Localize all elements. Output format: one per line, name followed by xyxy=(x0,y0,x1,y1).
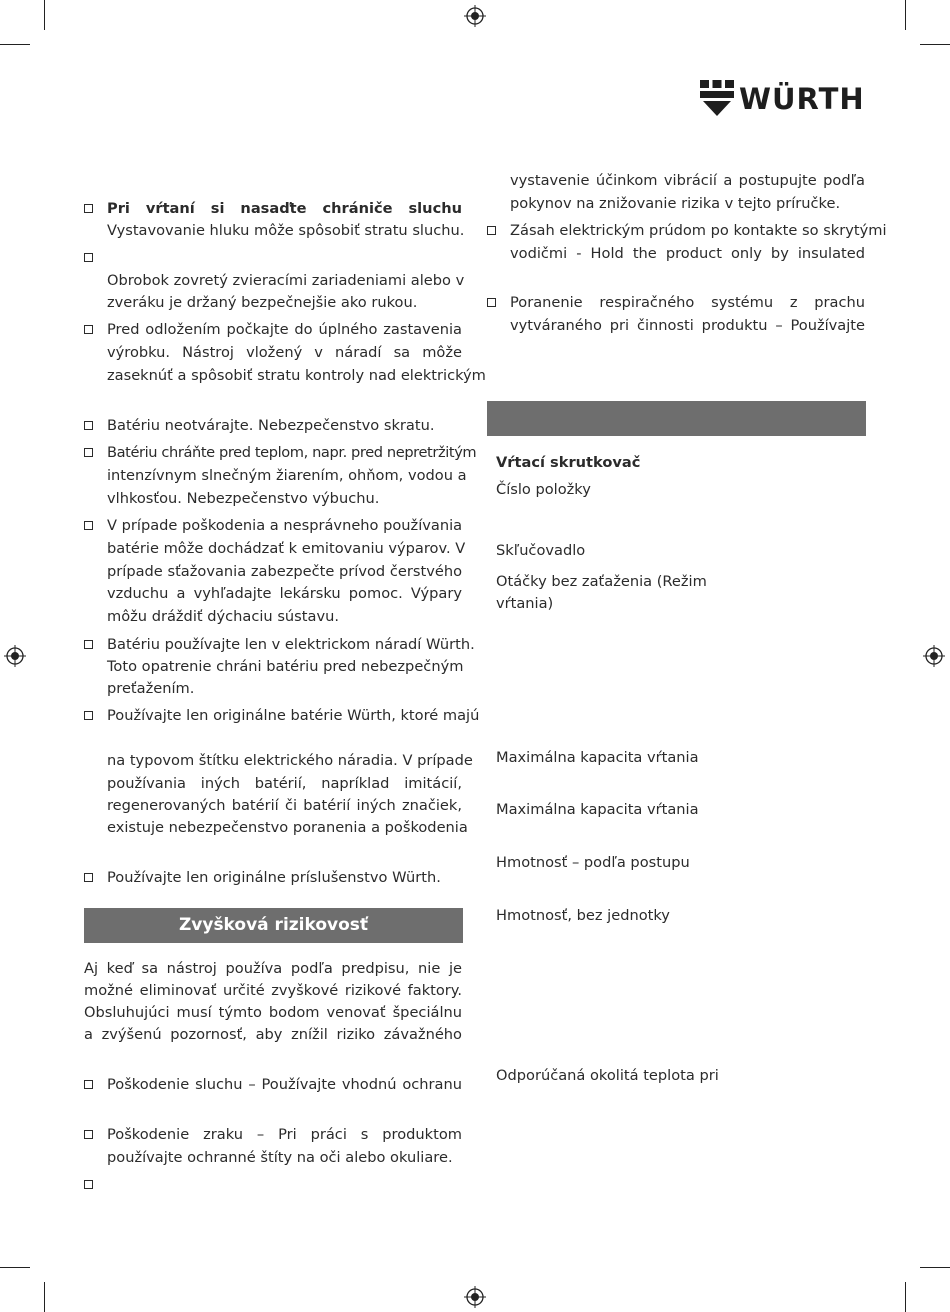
crop-mark xyxy=(920,44,950,45)
bullet-text: Batériu neotvárajte. Nebezpečenstvo skratu. xyxy=(107,417,435,434)
bullet-text: Pri vŕtaní si nasaďte chrániče sluchu xyxy=(107,200,462,217)
bullet-text: vzduchu a vyhľadajte lekársku pomoc. Výpary xyxy=(107,585,462,602)
paragraph-text: Obrobok zovretý zvieracími zariadeniami alebo v xyxy=(107,272,465,289)
bullet-text: Poškodenie sluchu – Používajte vhodnú ochranu xyxy=(107,1076,462,1093)
crop-mark xyxy=(0,44,30,45)
checkbox-bullet-icon xyxy=(84,448,93,457)
registration-mark-icon xyxy=(4,645,26,667)
crop-mark xyxy=(905,1282,906,1312)
checkbox-bullet-icon xyxy=(84,1180,93,1189)
bullet-text: Batériu používajte len v elektrickom náradí Würth. xyxy=(107,636,475,653)
checkbox-bullet-icon xyxy=(84,711,93,720)
bullet-text: Používajte len originálne príslušenstvo Würth. xyxy=(107,869,441,886)
paragraph-text: Obsluhujúci musí týmto bodom venovať špeciálnu xyxy=(84,1004,462,1021)
registration-mark-icon xyxy=(464,5,486,27)
paragraph-text: existuje nebezpečenstvo poranenia a poškodenia xyxy=(107,819,468,836)
bullet-text: zaseknúť a spôsobiť stratu kontroly nad elektrickým xyxy=(107,367,486,384)
brand-wordmark: WÜRTH xyxy=(739,82,865,116)
spec-label: Hmotnosť – podľa postupu xyxy=(496,854,690,871)
crop-mark xyxy=(0,1267,30,1268)
paragraph-text: na typovom štítku elektrického náradia. V prípade xyxy=(107,752,473,769)
checkbox-bullet-icon xyxy=(84,204,93,213)
brand-logo xyxy=(700,80,870,118)
bullet-text: Pred odložením počkajte do úplného zastavenia xyxy=(107,321,462,338)
checkbox-bullet-icon xyxy=(487,226,496,235)
registration-mark-icon xyxy=(464,1286,486,1308)
bullet-text: preťažením. xyxy=(107,680,195,697)
registration-mark-icon xyxy=(923,645,945,667)
section-header-bar xyxy=(487,401,866,436)
product-name: Vŕtací skrutkovač xyxy=(496,454,641,471)
bullet-text: batérie môže dochádzať k emitovaniu výparov. V xyxy=(107,540,466,557)
bullet-text: Batériu chráňte pred teplom, napr. pred nepretržitým xyxy=(107,444,477,461)
spec-label: Maximálna kapacita vŕtania xyxy=(496,801,699,818)
bullet-text: vodičmi - Hold the product only by insulated xyxy=(510,245,865,262)
spec-label: Skľučovadlo xyxy=(496,542,586,559)
bullet-text: používajte ochranné štíty na oči alebo okuliare. xyxy=(107,1149,453,1166)
checkbox-bullet-icon xyxy=(487,298,496,307)
paragraph-text: zveráku je držaný bezpečnejšie ako rukou. xyxy=(107,294,418,311)
checkbox-bullet-icon xyxy=(84,421,93,430)
paragraph-text: možné eliminovať určité zvyškové rizikové faktory. xyxy=(84,982,462,999)
bullet-text: Používajte len originálne batérie Würth, ktoré majú xyxy=(107,707,480,724)
bullet-text: výrobku. Nástroj vložený v náradí sa môže xyxy=(107,344,462,361)
paragraph-text: vystavenie účinkom vibrácií a postupujte podľa xyxy=(510,172,865,189)
spec-label: Otáčky bez zaťaženia (Režim xyxy=(496,573,707,590)
spec-label: Číslo položky xyxy=(496,481,591,498)
spec-label: Hmotnosť, bez jednotky xyxy=(496,907,670,924)
paragraph-text: Aj keď sa nástroj používa podľa predpisu, nie je xyxy=(84,960,462,977)
checkbox-bullet-icon xyxy=(84,253,93,262)
crop-mark xyxy=(44,0,45,30)
bullet-text: intenzívnym slnečným žiarením, ohňom, vodou a xyxy=(107,467,467,484)
checkbox-bullet-icon xyxy=(84,640,93,649)
paragraph-text: a zvýšenú pozornosť, aby znížil riziko závažného xyxy=(84,1026,462,1043)
spec-label: Maximálna kapacita vŕtania xyxy=(496,749,699,766)
crop-mark xyxy=(905,0,906,30)
checkbox-bullet-icon xyxy=(84,325,93,334)
spec-label: vŕtania) xyxy=(496,595,554,612)
bullet-text: prípade sťažovania zabezpečte prívod čerstvého xyxy=(107,563,462,580)
spec-label: Odporúčaná okolitá teplota pri xyxy=(496,1067,719,1084)
crop-mark xyxy=(44,1282,45,1312)
bullet-text: Zásah elektrickým prúdom po kontakte so skrytými xyxy=(510,222,887,239)
bullet-text: Poranenie respiračného systému z prachu xyxy=(510,294,865,311)
bullet-text: vlhkosťou. Nebezpečenstvo výbuchu. xyxy=(107,490,380,507)
crop-mark xyxy=(920,1267,950,1268)
wurth-emblem-icon xyxy=(700,80,734,116)
paragraph-text: pokynov na znižovanie rizika v tejto príručke. xyxy=(510,195,841,212)
bullet-text: môžu dráždiť dýchaciu sústavu. xyxy=(107,608,339,625)
paragraph-text: regenerovaných batérií či batérií iných značiek, xyxy=(107,797,462,814)
paragraph-text: používania iných batérií, napríklad imitácií, xyxy=(107,775,462,792)
checkbox-bullet-icon xyxy=(84,521,93,530)
bullet-text: Toto opatrenie chráni batériu pred nebezpečným xyxy=(107,658,464,675)
bullet-text: Vystavovanie hluku môže spôsobiť stratu sluchu. xyxy=(107,222,465,239)
bullet-text: vytváraného pri činnosti produktu – Používajte xyxy=(510,317,865,334)
checkbox-bullet-icon xyxy=(84,1130,93,1139)
section-header-bar xyxy=(84,908,463,943)
section-title: Zvyšková rizikovosť xyxy=(178,915,369,935)
bullet-text: Poškodenie zraku – Pri práci s produktom xyxy=(107,1126,462,1143)
checkbox-bullet-icon xyxy=(84,1080,93,1089)
bullet-text: V prípade poškodenia a nesprávneho používania xyxy=(107,517,463,534)
checkbox-bullet-icon xyxy=(84,873,93,882)
